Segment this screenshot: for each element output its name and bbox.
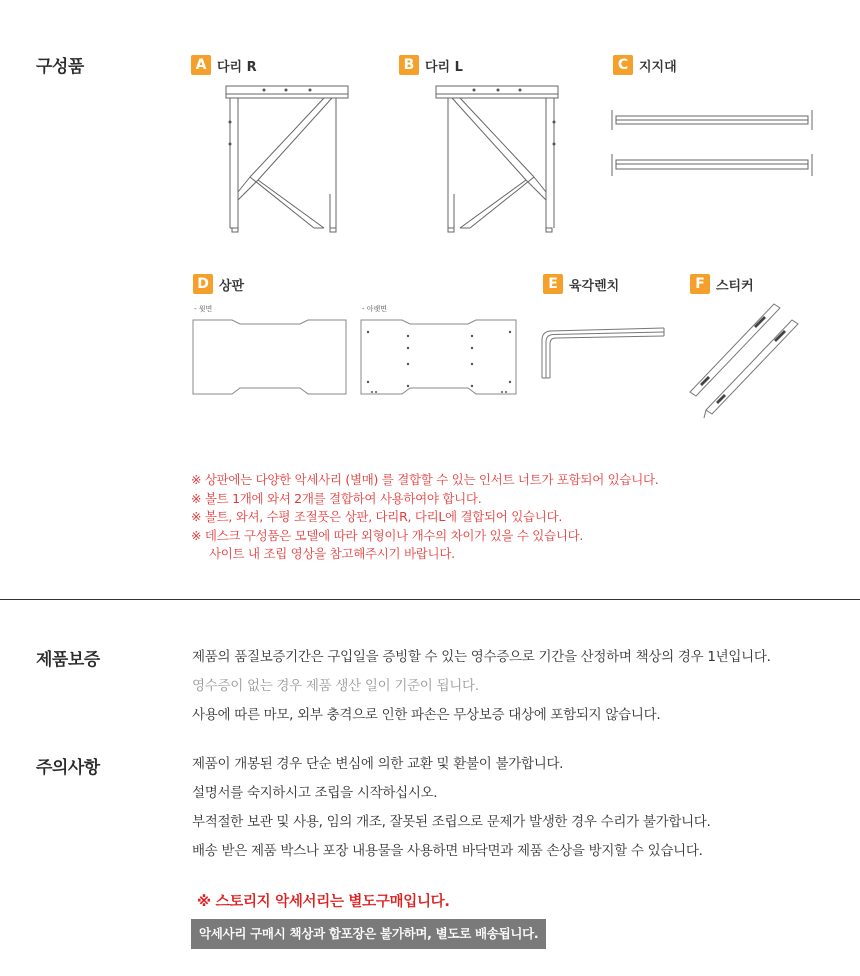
caution-line: 설명서를 숙지하시고 조립을 시작하십시오.: [192, 785, 438, 801]
part-a-label: [191, 55, 257, 75]
part-d-label: [193, 274, 244, 294]
warranty-line: 영수증이 없는 경우 제품 생산 일이 기준이 됩니다.: [192, 678, 479, 694]
caution-line: 제품이 개봉된 경우 단순 변심에 의한 교환 및 환불이 불가합니다.: [192, 756, 564, 772]
part-f-name: 스티커: [716, 278, 754, 294]
warranty-line: 사용에 따른 마모, 외부 충격으로 인한 파손은 무상보증 대상에 포함되지 않습니다.: [192, 707, 661, 723]
part-e-badge: E: [543, 274, 563, 294]
part-b-name: 다리 L: [425, 59, 463, 75]
part-a-name: 다리 R: [217, 59, 257, 75]
shipping-notice-box: 악세사리 구매시 책상과 합포장은 불가하며, 별도로 배송됩니다.: [191, 919, 546, 949]
part-b-label: [399, 55, 463, 75]
part-b-badge: B: [399, 55, 419, 75]
bottom-view-label: - 아랫면: [362, 305, 388, 313]
caution-title: 주의사항: [36, 758, 100, 778]
note-line: 사이트 내 조립 영상을 참고해주시기 바랍니다.: [209, 546, 455, 561]
warranty-title: 제품보증: [36, 650, 100, 670]
components-title: 구성품: [36, 57, 84, 77]
sticker-drawing: [688, 300, 800, 420]
leg-l-drawing: [436, 82, 566, 242]
support-bar-drawing: [612, 108, 812, 188]
top-plate-top-view: [192, 318, 348, 398]
part-f-badge: F: [690, 274, 710, 294]
top-view-label: - 윗면: [194, 305, 213, 313]
leg-r-drawing: [218, 82, 348, 242]
accessory-notice: ※ 스토리지 악세서리는 별도구매입니다.: [197, 894, 450, 910]
part-c-badge: C: [613, 55, 633, 75]
part-d-badge: D: [193, 274, 213, 294]
components-notes: [191, 471, 658, 564]
section-divider: [0, 599, 860, 600]
hex-wrench-drawing: [540, 326, 666, 380]
caution-line: 부적절한 보관 및 사용, 임의 개조, 잘못된 조립으로 문제가 발생한 경우 수리가 불가합니다.: [192, 814, 711, 830]
caution-line: 배송 받은 제품 박스나 포장 내용물을 사용하면 바닥면과 제품 손상을 방지할 수 있습니다.: [192, 843, 703, 859]
part-e-name: 육각렌치: [569, 278, 620, 294]
part-f-label: [690, 274, 754, 294]
part-a-badge: A: [191, 55, 211, 75]
top-plate-bottom-view: [360, 318, 518, 398]
note-line: ※ 데스크 구성품은 모델에 따라 외형이나 개수의 차이가 있을 수 있습니다.: [191, 527, 584, 543]
warranty-lines: [192, 643, 771, 730]
warranty-line: 제품의 품질보증기간은 구입일을 증빙할 수 있는 영수증으로 기간을 산정하며 책상의 경우 1년입니다.: [192, 649, 771, 665]
caution-lines: [192, 750, 711, 866]
part-c-name: 지지대: [639, 59, 677, 75]
part-e-label: [543, 274, 619, 294]
note-line: ※ 상판에는 다양한 악세사리 (별매) 를 결합할 수 있는 인서트 너트가 포함되어 있습니다.: [191, 472, 659, 487]
note-line: ※ 볼트 1개에 와셔 2개를 결합하여 사용하여야 합니다.: [191, 490, 482, 506]
part-c-label: [613, 55, 677, 75]
note-line: ※ 볼트, 와셔, 수평 조절풋은 상판, 다리R, 다리L에 결합되어 있습니다.: [191, 509, 563, 524]
part-d-name: 상판: [219, 278, 245, 294]
